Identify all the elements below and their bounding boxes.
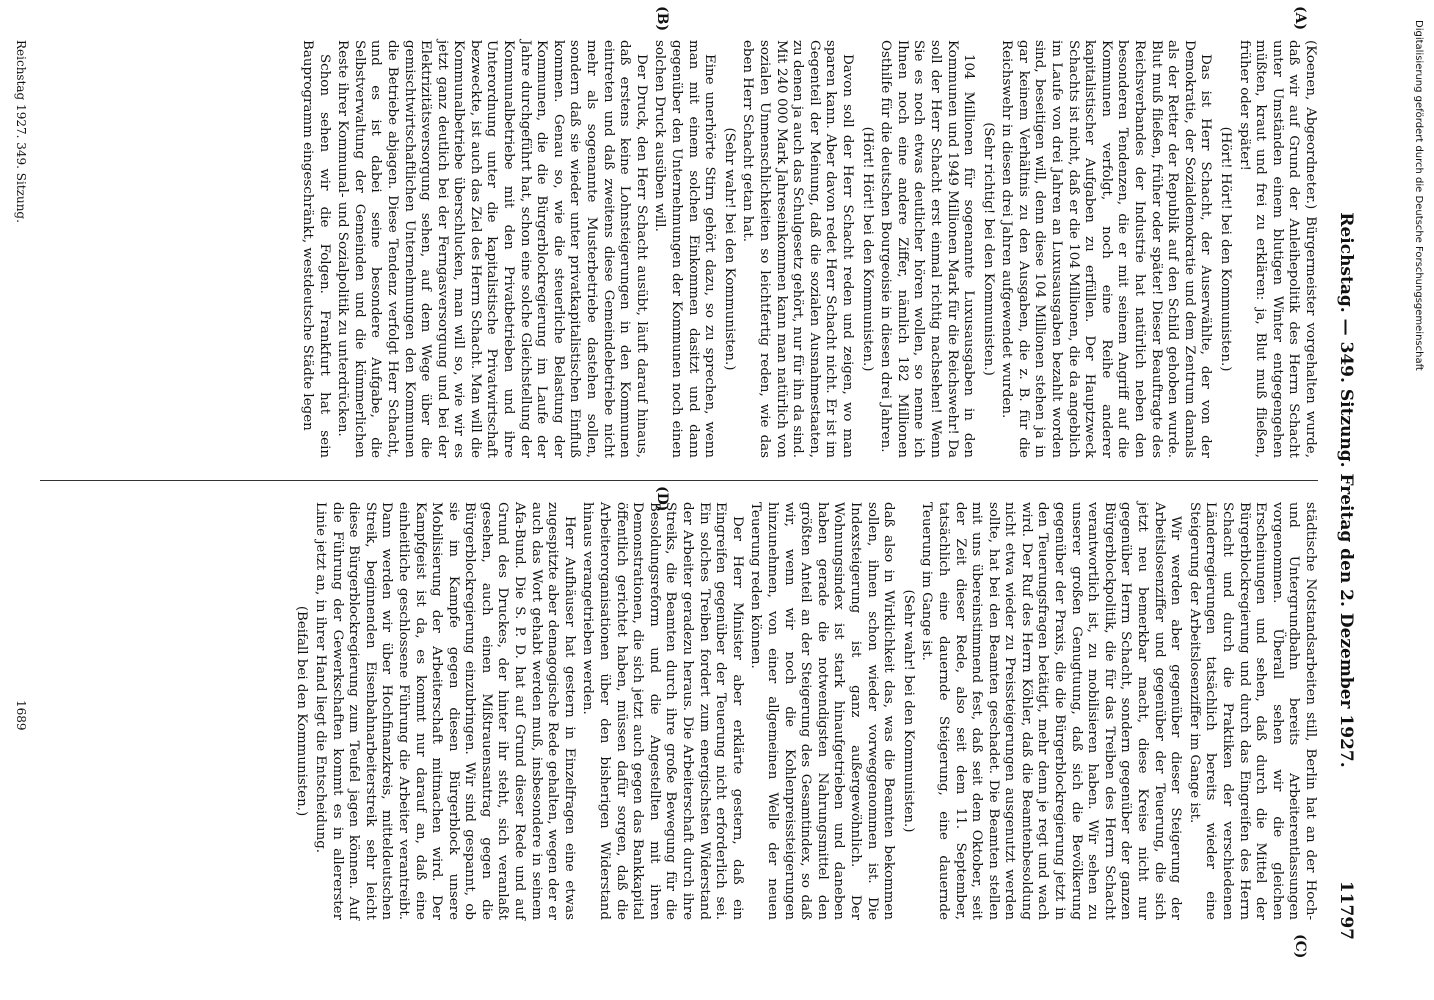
right-column bbox=[290, 502, 1318, 920]
margin-mark-c: (C) bbox=[1292, 934, 1308, 959]
paragraph: Der Herr Minister aber erklärte gestern, daß ein Eingreifen gegenüber der Teuerung nicht erforderlich sei. Ein solches Treiben fordert zum energischsten Widerstand der Arbeiter geradezu heraus. Die Arbeiterschaft durch ihre Streiks, die Beamten durch ihre große Bewegung für die Besoldungsreform und die Angestellten mit ihren Demonstrationen, die sich jetzt auch gegen das Bankkapital öffentlich gerichtet haben, müssen dafür sorgen, daß die Arbeiterorganisationen über den bisherigen Widerstand hinaus verangetrieben werden. bbox=[580, 502, 745, 920]
paragraph: (Koenen, Abgeordneter.) Bürgermeister vorgehalten wurde, daß wir auf Grund der Anleihepolitik des Herrn Schacht unter Umständen einem blutigen Winter entgegengehen müßten, kraut und frei zu erklären: ja, Blut muß fließen, früher oder später! bbox=[1236, 40, 1318, 458]
margin-mark-a: (A) bbox=[1292, 6, 1308, 31]
interjection: (Hört! Hört! bei den Kommunisten.) bbox=[1218, 126, 1234, 372]
paragraph: Wir werden aber gegenüber dieser Steigerung der Arbeitslosenziffer und gegenüber der Teuerung, die sich jetzt neu bemerkbar macht, diese Kreise nicht nur gegenüber Herrn Schacht, sondern gegenüber der ganzen Bürgerblockpolitik, die für das Treiben des Herrn Schacht verantwortlich ist, zu mobilisieren haben. Wir sehen zu unserer großen Genugtuung, daß sich die Bevölkerung gegenüber der Praxis, die die Bürgerblockregierung jetzt in den Teuerungsfragen betätigt, mehr denn je regt und wach wird. Der Ruf des Herrn Köhler, daß die Beamtenbesoldung nicht etwa wieder zu Preissteigerungen ausgenutzt werden sollte, hat bei den Beamten geschadet. Die Beamten stellen mit uns übereinstimmend fest, daß seit dem Oktober, seit der Zeit dieser Rede, also seit dem 11. September, tatsächlich eine dauernde Steigerung, eine dauernde Teuerung im Gange ist. bbox=[919, 502, 1184, 920]
paragraph: Der Druck, den Herr Schacht ausübt, läuft darauf hinaus, daß erstens keine Lohnsteigerungen in den Kommunen eintreten und daß zweitens diese Gemeindebetriebe nicht mehr als sogenannte Musterbetriebe dastehen sollen, sondern daß sie wieder unter privatkapitalistischen Einfluß kommen. Genau so, wie die steuerliche Belastung der Kommunen, die die Bürgerblockregierung im Laufe der Jahre durchgeführt hat, schon eine solche Gleichstellung der Kommunalbetriebe mit den Privatbetrieben und ihre Unterordnung unter die kapitalistische Privatwirtschaft bezweckte, ist auch das Ziel des Herrn Schacht. Man will die Kommunalbetriebe überschlucken, man will so, wie wir es jetzt ganz deutlich bei der Ferngasversorgung und bei der Elektrizitätsversorgung sehen, auf dem Wege über die gemischtwirtschaftlichen Unternehmungen den Kommunen die Betriebe abjagen. Diese Tendenz verfolgt Herr Schacht, und es ist dabei seine besondere Aufgabe, die Selbstverwaltung der Gemeinden und die kümmerlichen Reste ihrer Kommunal- und Sozialpolitik zu unterdrücken. bbox=[335, 40, 649, 458]
footer-page-number: 1689 bbox=[14, 700, 28, 731]
interjection: (Sehr richtig! bei den Kommunisten.) bbox=[980, 122, 996, 376]
interjection: (Beifall bei den Kommunisten.) bbox=[294, 605, 310, 817]
paragraph: 104 Millionen für sogenannte Luxusausgaben in den Kommunen und 1949 Millionen Mark für die Reichswehr! Da soll der Herr Schacht erst einmal richtig nachsehen! Wenn Sie es noch etwas deutlicher hören wollen, so nenne ich Ihnen noch eine andere Ziffer, nämlich 182 Millionen Osthilfe für die deutschen Bourgeoisie in diesen drei Jahren. bbox=[878, 40, 977, 458]
margin-mark-b: (B) bbox=[654, 6, 670, 32]
left-column bbox=[296, 40, 1318, 458]
column-divider bbox=[40, 480, 1318, 481]
margin-mark-d: (D) bbox=[654, 486, 670, 512]
funding-note bbox=[1410, 20, 1430, 980]
interjection: (Hört! Hört! bei den Kommunisten.) bbox=[859, 126, 875, 372]
interjection: (Sehr wahr! bei den Kommunisten.) bbox=[900, 589, 916, 833]
footer-session: Reichstag 1927. 349. Sitzung. bbox=[14, 40, 28, 223]
header-title: Reichstag. — 349. Sitzung. Freitag den 2. Dezember 1927. bbox=[1336, 212, 1356, 768]
paragraph: Schon sehen wir die Folgen. Frankfurt hat sein Bauprogramm eingeschränkt, westdeutsche Städte legen bbox=[299, 40, 332, 458]
funding-note-text: Digitalisierung gefördert durch die Deutsche Forschungsgemeinschaft bbox=[1413, 20, 1424, 371]
paragraph: Eine unerhörte Stirn gehört dazu, so zu sprechen, wenn man mit einem solchen Einkommen dasitzt und dann gegenüber den Unternehmungen der Kommunen noch einen solchen Druck ausüben will. bbox=[652, 40, 718, 458]
paragraph: Herr Aufhäuser hat gestern in Einzelfragen eine etwas zugespitzte aber demagogische Rede gehalten, wegen der er auch das Wort gehabt werden muß, insbesondere in seinem Afa-Bund. Die S. P. D. hat auf Grund dieser Rede und auf Grund des Druckes, der hinter ihr steht, sich veranlaßt gesehen, auch einen Mißtrauensantrag gegen die Bürgerblockregierung einzubringen. Wir sind gespannt, ob sie im Kampfe gegen diesen Bürgerblock unsere Mobilisierung der Arbeiterschaft mitmachen wird. Der Kampfgeist ist da, es kommt nur darauf an, daß eine einheitliche geschlossene Führung die Arbeiter verantreibt. Dann werden wir über Hochfinanzkreis, mitteldeutschen Streik, beginnenden Eisenbahnarbeiterstreik sehr leicht diese Bürgerblockregierung zum Teufel jagen können. Auf die Führung der Gewerkschaften kommt es in allererster Linie jetzt an, in ihrer Hand liegt die Entscheidung. bbox=[312, 502, 577, 920]
page-number: 11797 bbox=[1336, 880, 1356, 940]
paragraph: Das ist Herr Schacht, der Auserwählte, der von der Demokratie, der Sozialdemokratie und dem Zentrum damals als der Retter der Republik auf den Schild gehoben wurde. Blut muß fließen, früher oder später! Dieser Beauftragte des Reichsverbandes der Industrie hat natürlich neben den besonderen Tendenzen, die er mit seinem Angriff auf die Kommunen verfolgt, noch eine Reihe anderer kapitalistischer Aufgaben zu erfüllen. Der Hauptzweck Schachts ist nicht, daß er die 104 Millionen, die da angeblich im Laufe von drei Jahren an Luxusausgaben bezahlt worden sind, beseitigen will, denn diese 104 Millionen stehen ja in gar keinem Verhältnis zu den Ausgaben, die z. B. für die Reichswehr in diesen drei Jahren aufgewendet wurden. bbox=[999, 40, 1214, 458]
paragraph: Davon soll der Herr Schacht reden und zeigen, wo man sparen kann. Aber davon redet Herr Schacht nicht. Er ist im Gegenteil der Meinung, daß die sozialen Ausnahmestaaten, zu denen ja auch das Schulgesetz gehört, nur für ihn da sind. Mit 240 000 Mark Jahreseinkommen kann man natürlich von sozialen Unmenschlichkeiten so leichtfertig reden, wie das eben Herr Schacht getan hat. bbox=[740, 40, 855, 458]
interjection: (Sehr wahr! bei den Kommunisten.) bbox=[721, 127, 737, 371]
paragraph: städtische Notstandsarbeiten still, Berlin hat an der Hoch- und Untergrundbahn bereits Arbeiterentlassungen vorgenommen. Überall sehen wir die gleichen Erscheinungen und sehen, daß durch die Mittel der Bürgerblockregierung und durch das Eingreifen des Herrn Schacht und durch die Praktiken der verschiedenen Länderregierungen tatsächlich bereits wieder eine Steigerung der Arbeitslosenziffer im Gange ist. bbox=[1186, 502, 1318, 920]
running-header bbox=[1328, 40, 1356, 940]
paragraph: daß also in Wirklichkeit das, was die Beamten bekommen sollen, ihnen schon wieder vorweggenommen ist. Die Indexsteigerung ist ganz außergewöhnlich. Der Wohnungsindex ist stark hinaufgetrieben und daneben haben gerade die notwendigsten Nahrungsmittel den größten Anteil an der Steigerung des Gesamtindex, so daß wir, wenn wir noch die Kohlenpreissteigerungen hinzunehmen, von einer allgemeinen Welle der neuen Teuerung reden können. bbox=[748, 502, 897, 920]
